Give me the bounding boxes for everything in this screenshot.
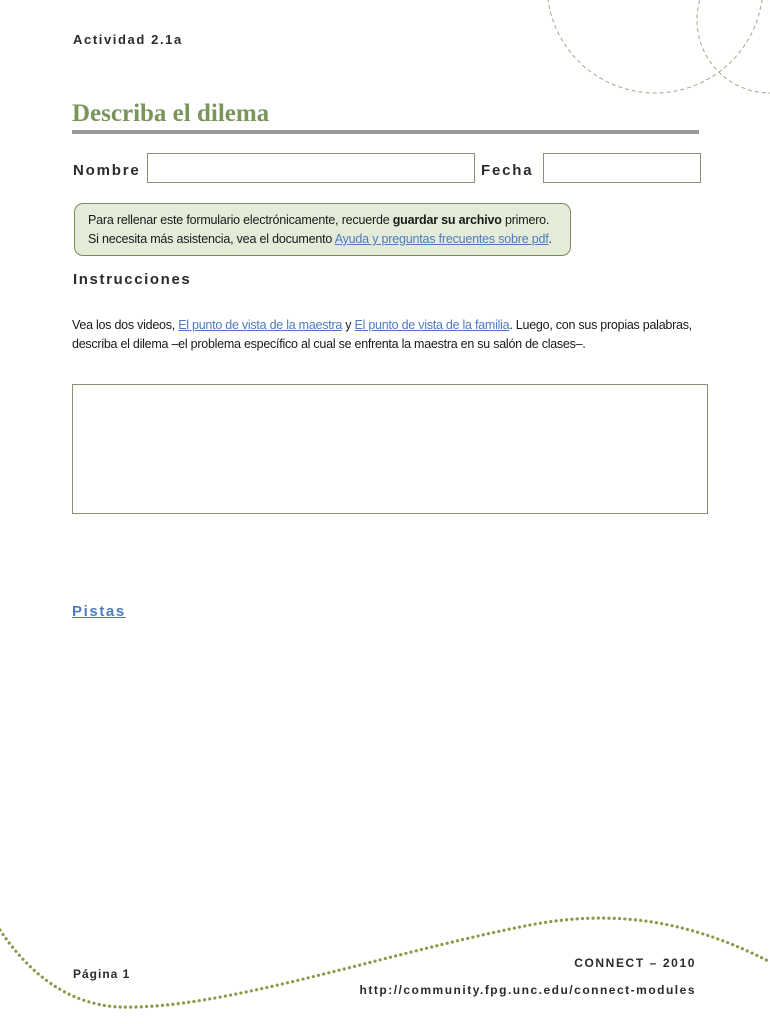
note-text-2: primero. Si necesita más asistencia, vea el documento (88, 213, 550, 246)
activity-label: Actividad 2.1a (73, 32, 183, 47)
instructions-text (72, 316, 702, 354)
instructions-heading: Instrucciones (73, 271, 192, 288)
name-field[interactable] (147, 153, 475, 183)
help-faq-link[interactable]: Ayuda y preguntas frecuentes sobre pdf (334, 232, 549, 246)
date-field[interactable] (543, 153, 701, 183)
date-label: Fecha (481, 162, 534, 179)
note-bold-text: guardar su archivo (392, 213, 502, 227)
note-text-3: . (548, 232, 552, 246)
footer-connect: CONNECT – 2010 (574, 956, 696, 970)
dilemma-answer-field[interactable] (72, 384, 708, 514)
teacher-view-video-link[interactable]: El punto de vista de la maestra (178, 318, 343, 332)
page-title: Describa el dilema (72, 100, 270, 127)
page-number: Página 1 (73, 967, 131, 981)
note-text-1: Para rellenar este formulario electrónicamente, recuerde (88, 213, 393, 227)
instructions-text-3: . Luego, con sus propias palabras, describa el dilema –el problema específico al cual se enfrenta la maestra en su salón de clases–. (72, 318, 692, 351)
title-divider (72, 130, 699, 134)
pdf-instructions-note (74, 203, 571, 256)
footer-url: http://community.fpg.unc.edu/connect-modules (359, 983, 696, 997)
name-label: Nombre (73, 162, 141, 179)
hints-link[interactable]: Pistas (72, 603, 126, 620)
dashed-circles-decoration (547, 0, 770, 93)
instructions-text-1: Vea los dos videos, (72, 318, 179, 332)
instructions-text-2: y (342, 318, 355, 332)
family-view-video-link[interactable]: El punto de vista de la familia (354, 318, 510, 332)
